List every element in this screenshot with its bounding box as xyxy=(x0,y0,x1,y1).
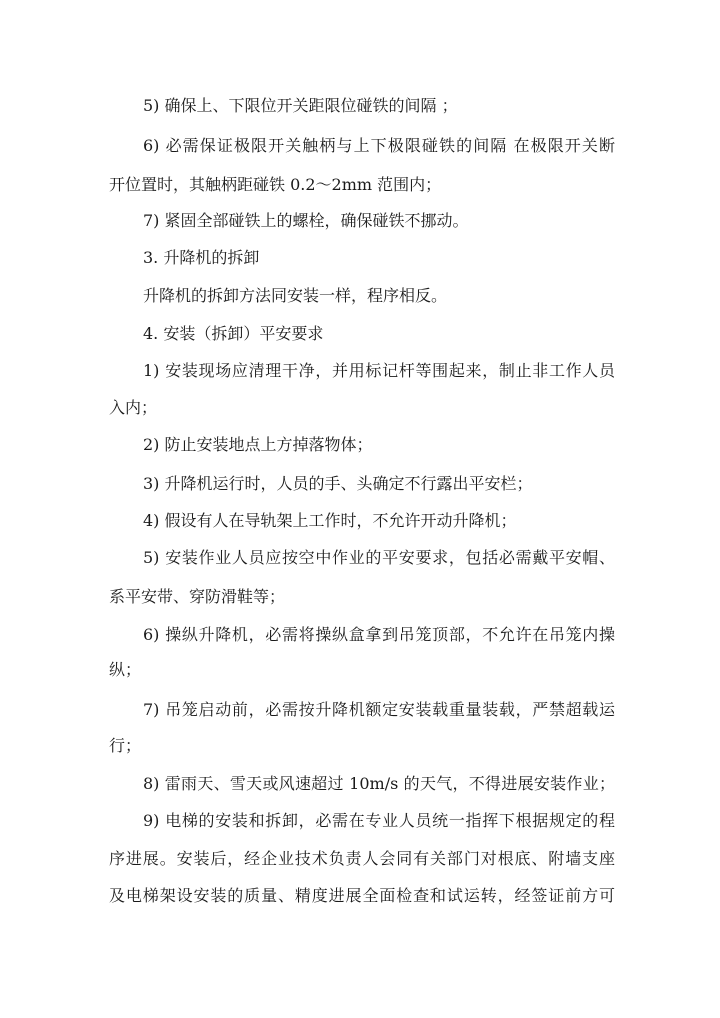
text-line: 2) 防止安装地点上方掉落物体； xyxy=(143,435,373,454)
text-line: 6) 操纵升降机，必需将操纵盒拿到吊笼顶部，不允许在吊笼内操 xyxy=(143,625,615,644)
text-line: 1) 安装现场应清理干净，并用标记杆等围起来，制止非工作人员 xyxy=(143,361,615,380)
text-line: 9) 电梯的安装和拆卸，必需在专业人员统一指挥下根据规定的程 xyxy=(143,811,615,830)
text-line: 8) 雷雨天、雪天或风速超过 10m/s 的天气，不得进展安装作业； xyxy=(143,774,615,793)
text-line: 6) 必需保证极限开关触柄与上下极限碰铁的间隔 在极限开关断 xyxy=(143,136,615,155)
text-line: 4) 假设有人在导轨架上工作时，不允许开动升降机； xyxy=(143,511,517,530)
section-heading: 3. 升降机的拆卸 xyxy=(143,248,260,267)
text-line: 及电梯架设安装的质量、精度进展全面检查和试运转，经签证前方可 xyxy=(109,886,615,905)
text-line: 系平安带、穿防滑鞋等； xyxy=(109,587,286,606)
text-line: 纵； xyxy=(109,660,142,679)
section-heading: 4. 安装（拆卸）平安要求 xyxy=(143,324,324,343)
text-line: 行； xyxy=(109,736,142,755)
text-line: 7) 紧固全部碰铁上的螺栓，确保碰铁不挪动。 xyxy=(143,211,469,230)
text-line: 升降机的拆卸方法同安装一样，程序相反。 xyxy=(143,286,448,305)
text-line: 3) 升降机运行时，人员的手、头确定不行露出平安栏； xyxy=(143,474,533,493)
text-line: 5) 确保上、下限位开关距限位碰铁的间隔 ； xyxy=(143,96,458,115)
text-line: 入内； xyxy=(109,398,158,417)
text-line: 5) 安装作业人员应按空中作业的平安要求，包括必需戴平安帽、 xyxy=(143,548,615,567)
text-line: 7) 吊笼启动前，必需按升降机额定安装载重量装载，严禁超载运 xyxy=(143,700,615,719)
text-line: 序进展。安装后，经企业技术负责人会同有关部门对根底、附墙支座 xyxy=(109,849,615,868)
text-line: 开位置时，其触柄距碰铁 0.2～2mm 范围内； xyxy=(109,175,442,194)
